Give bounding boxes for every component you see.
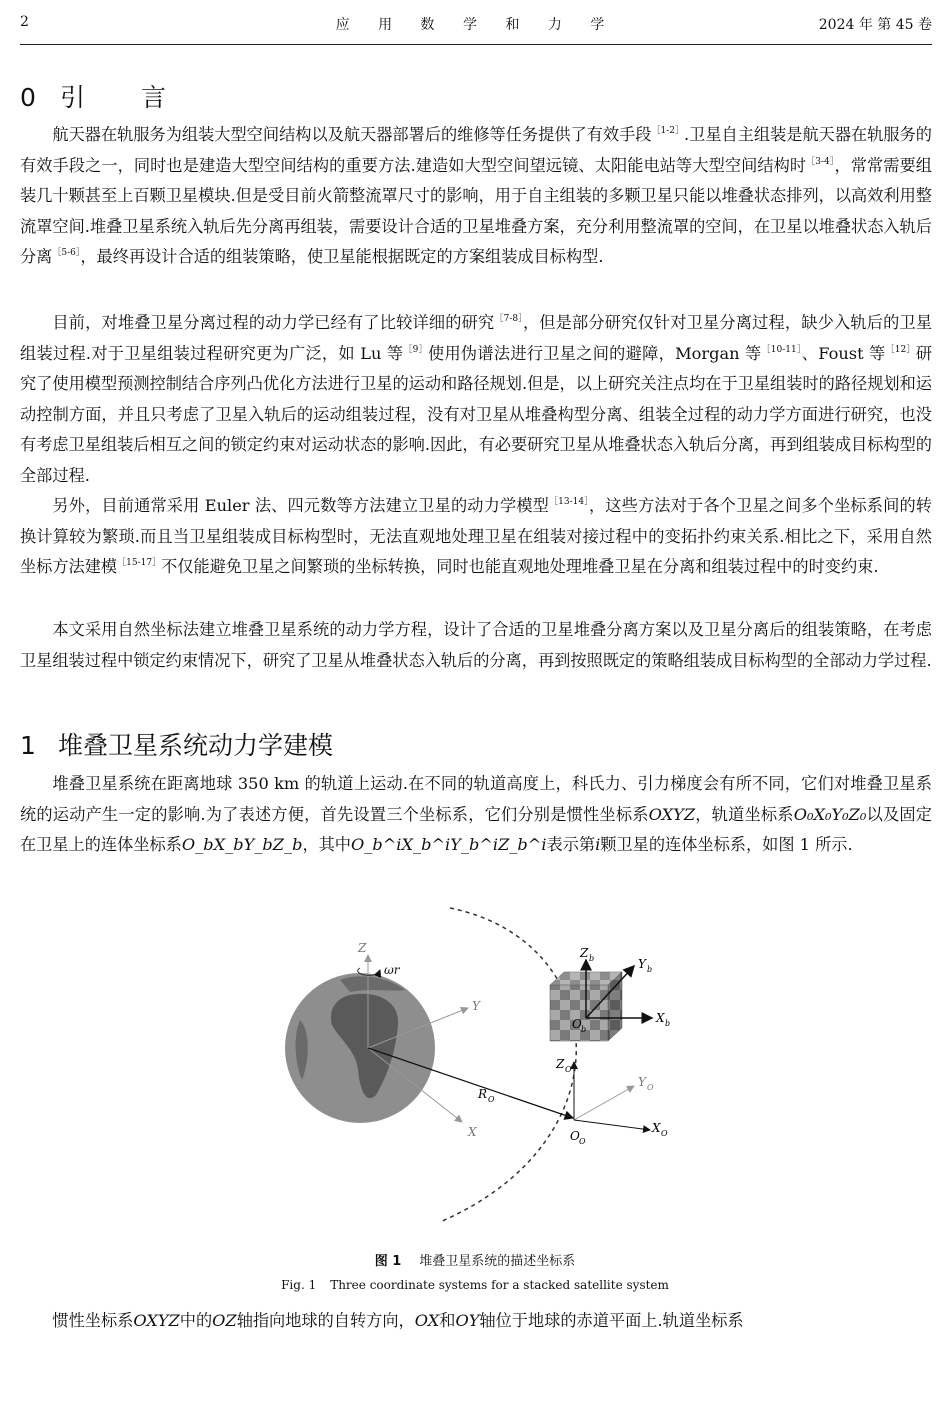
label-ob: O (572, 1017, 582, 1031)
citation[interactable]: ［1-2］ (651, 126, 684, 136)
citation[interactable]: ［9］ (403, 344, 428, 355)
section-title: 引言 (60, 83, 223, 112)
section-number: 0 (20, 83, 36, 112)
orbit-x-axis (574, 1120, 650, 1130)
label-xb-sub: b (665, 1019, 671, 1028)
journal-title: 应 用 数 学 和 力 学 (335, 17, 617, 33)
label-zo-sub: O (565, 1065, 572, 1074)
section-title: 堆叠卫星系统动力学建模 (58, 731, 334, 760)
label-oo-sub: O (579, 1137, 586, 1146)
citation[interactable]: ［7-8］ (494, 314, 523, 324)
figure-1 (280, 900, 700, 1235)
paragraph-6: 惯性坐标系OXYZ中的OZ轴指向地球的自转方向，OX和OY轴位于地球的赤道平面上.轨道坐标系 (52, 1311, 744, 1330)
citation[interactable]: ［13-14］ (549, 497, 589, 507)
label-zb: Z (580, 946, 589, 960)
label-xo: X (652, 1121, 661, 1135)
caption-text: Three coordinate systems for a stacked satellite system (330, 1278, 669, 1292)
running-header (20, 14, 932, 40)
label-z: Z (358, 941, 367, 955)
math-oxyz: OXYZ (648, 804, 696, 824)
orbit-y-axis (574, 1086, 634, 1120)
europe-landmass (340, 976, 405, 992)
label-ob-sub: b (581, 1025, 587, 1034)
label-zo: Z (556, 1057, 565, 1071)
label-r-sub: O (488, 1095, 495, 1104)
figure-caption-cn (0, 1250, 950, 1269)
citation[interactable]: ［15-17］ (117, 558, 162, 568)
section-heading-1 (20, 726, 333, 762)
paragraph-1: 航天器在轨服务为组装大型空间结构以及航天器部署后的维修等任务提供了有效手段$^{[1-2]}$.卫星自主组装是航天器在轨服务的有效手段之一，同时也是建造大型空间结构的重要方法.建造如大型空间望远镜、太阳能电站等大型空间结构时$^{[3-4]}$，常常需要组装几十颗甚至上百颗卫星模块.但是受目前火箭整流罩尺寸的影响，用于自主组装的多颗卫星只能以堆叠状态排列，以高效利用整流罩空间.堆叠卫星系统入轨后先分离再组装，需要设计合适的卫星堆叠方案，充分利用整流罩的空间，在卫星以堆叠状态入轨后分离$^{[5-6]}$，最终再设计合适的组装策略，使卫星能根据既定的方案组装成目标构型. (20, 125, 932, 266)
paragraph-5: 堆叠卫星系统在距离地球 350 km 的轨道上运动.在不同的轨道高度上，科氏力、引力梯度会有所不同，它们对堆叠卫星系统的运动产生一定的影响.为了表述方便，首先设置三个坐标系，它们分别是惯性坐标系OXYZ，轨道坐标系O₀X₀Y₀Z₀以及固定在卫星上的连体坐标系O_bX_bY_bZ_b，其中O_b^iX_b^iY_b^iZ_b^i表示第i颗卫星的连体坐标系，如图 1 所示. (20, 774, 932, 854)
label-y: Y (472, 999, 480, 1013)
paragraph-2: 目前，对堆叠卫星分离过程的动力学已经有了比较详细的研究$^{[7-8]}$，但是部分研究仅针对卫星分离过程，缺少入轨后的卫星组装过程.对于卫星组装过程研究更为广泛，如 Lu 等$^{[9]}$使用伪谱法进行卫星之间的避障，Morgan 等$^{[10-11]}$、Foust 等$^{[12]}$研究了使用模型预测控制结合序列凸优化方法进行卫星的运动和路径规划.但是，以上研究关注点均在于卫星组装时的路径规划和运动控制方面，并且只考虑了卫星入轨后的运动组装过程，没有对卫星从堆叠构型分离、组装全过程的动力学方面进行研究，也没有考虑卫星组装后相互之间的锁定约束对运动状态的影响.因此，有必要研究卫星从堆叠状态入轨后分离，再到组装成目标构型的全部过程. (20, 313, 933, 485)
earth (285, 973, 435, 1123)
header-rule (20, 44, 932, 45)
caption-label: Fig. 1 (281, 1278, 317, 1292)
page-number: 2 (20, 14, 29, 30)
label-yb: Y (638, 957, 646, 971)
label-omega: ωr (384, 963, 400, 977)
citation[interactable]: ［12］ (885, 344, 916, 355)
section-number: 1 (20, 731, 36, 760)
section-heading-0 (20, 78, 222, 114)
math-body-frame-i: O_b^iX_b^iY_b^iZ_b^i (351, 835, 547, 854)
label-xo-sub: O (661, 1129, 668, 1138)
label-r: R (478, 1087, 488, 1101)
label-xb: X (656, 1011, 665, 1025)
issue-info: 2024 年 第 45 卷 (818, 17, 932, 33)
label-zb-sub: b (589, 954, 595, 963)
caption-text: 堆叠卫星系统的描述坐标系 (419, 1254, 576, 1269)
math-orbit-frame: O₀X₀Y₀Z₀ (793, 804, 867, 824)
label-yo: Y (638, 1075, 646, 1089)
citation[interactable]: ［5-6］ (52, 248, 81, 258)
math-body-frame: O_bX_bY_bZ_b (181, 835, 303, 854)
paragraph-3: 另外，目前通常采用 Euler 法、四元数等方法建立卫星的动力学模型$^{[13-14]}$，这些方法对于各个卫星之间多个坐标系间的转换计算较为繁琐.而且当卫星组装成目标构型时，无法直观地处理卫星在组装对接过程中的变拓扑约束关系.相比之下，采用自然坐标方法建模$^{[15-17]}$不仅能避免卫星之间繁琐的坐标转换，同时也能直观地处理堆叠卫星在分离和组装过程中的时变约束. (20, 496, 932, 576)
label-yb-sub: b (647, 965, 653, 974)
label-yo-sub: O (647, 1083, 654, 1092)
figure-caption-en (0, 1278, 950, 1292)
citation[interactable]: ［10-11］ (761, 344, 802, 355)
label-x: X (468, 1125, 477, 1139)
caption-label: 图 1 (374, 1254, 402, 1269)
paragraph-4: 本文采用自然坐标法建立堆叠卫星系统的动力学方程，设计了合适的卫星堆叠分离方案以及卫星分离后的组装策略，在考虑卫星组装过程中锁定约束情况下，研究了卫星从堆叠状态入轨后的分离，再到按照既定的策略组装成目标构型的全部动力学过程. (20, 620, 932, 670)
citation[interactable]: ［3-4］ (806, 156, 835, 167)
math-i: i (595, 835, 601, 854)
label-oo: O (570, 1129, 580, 1143)
